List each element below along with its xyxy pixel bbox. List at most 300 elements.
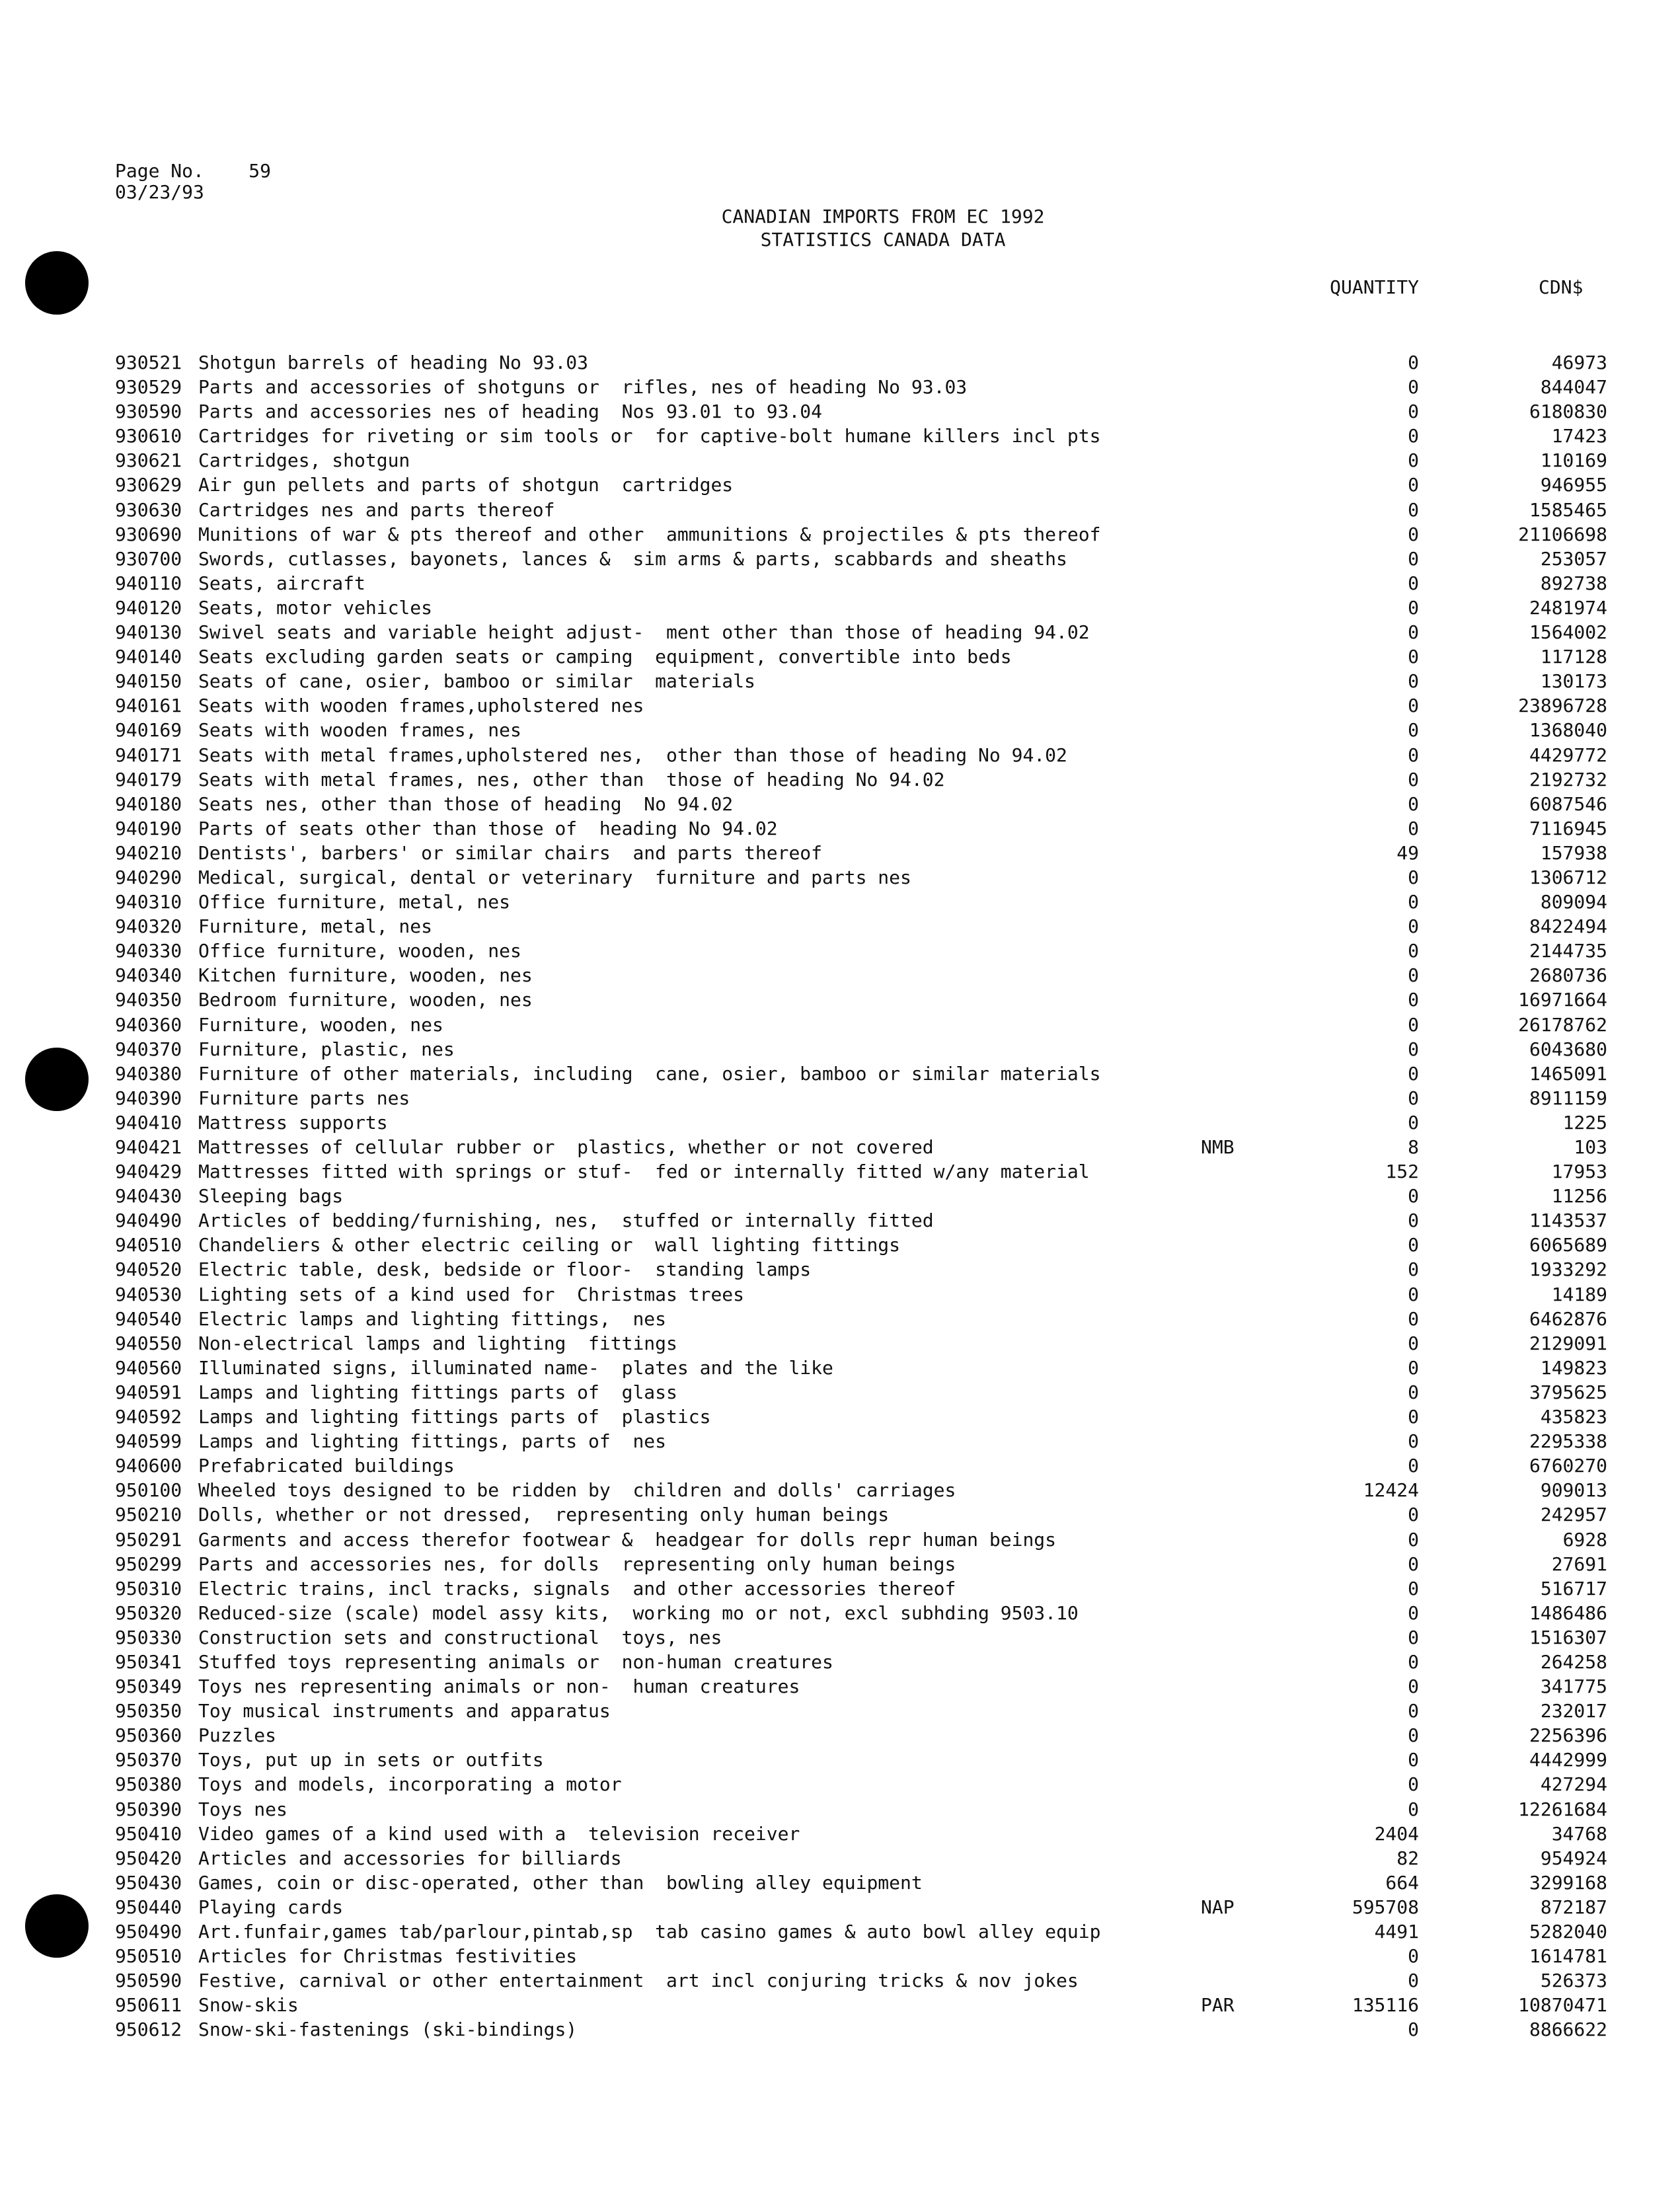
row-code: 940510 <box>115 1234 182 1256</box>
row-quantity: 595708 <box>1352 1896 1419 1918</box>
table-row <box>0 1159 1680 1184</box>
row-description: Wheeled toys designed to be ridden by children and dolls' carriages <box>198 1479 956 1502</box>
row-code: 940550 <box>115 1332 182 1354</box>
row-description: Swords, cutlasses, bayonets, lances & sim arms & parts, scabbards and sheaths <box>198 547 1067 570</box>
row-description: Furniture, wooden, nes <box>198 1013 443 1036</box>
row-description: Furniture of other materials, including cane, osier, bamboo or similar materials <box>198 1062 1101 1085</box>
table-row <box>0 596 1680 620</box>
row-code: 930621 <box>115 449 182 472</box>
row-code: 950430 <box>115 1871 182 1894</box>
row-quantity: 0 <box>1408 1430 1419 1453</box>
table-row <box>0 1723 1680 1748</box>
row-description: Prefabricated buildings <box>198 1455 455 1477</box>
row-description: Furniture, plastic, nes <box>198 1038 455 1060</box>
row-value: 157938 <box>1540 841 1607 864</box>
row-quantity: 0 <box>1408 596 1419 619</box>
table-row <box>0 865 1680 890</box>
row-code: 950310 <box>115 1577 182 1599</box>
row-value: 1585465 <box>1529 498 1607 521</box>
row-value: 130173 <box>1540 670 1607 693</box>
table-row <box>0 1772 1680 1796</box>
row-description: Snow-skis <box>198 1994 299 2017</box>
row-quantity: 12424 <box>1363 1479 1419 1502</box>
row-code: 940120 <box>115 596 182 619</box>
row-description: Parts and accessories nes of heading Nos 93.01 to 93.04 <box>198 401 823 423</box>
column-header-cdn: CDN$ <box>1539 276 1584 298</box>
row-quantity: 0 <box>1408 891 1419 913</box>
table-row <box>0 718 1680 742</box>
row-code: 950590 <box>115 1970 182 1992</box>
row-description: Art.funfair,games tab/parlour,pintab,sp tab casino games & auto bowl alley equip <box>198 1921 1101 1943</box>
row-quantity: 0 <box>1408 964 1419 987</box>
table-row <box>0 1625 1680 1650</box>
row-description: Articles of bedding/furnishing, nes, stuffed or internally fitted <box>198 1210 934 1232</box>
table-row <box>0 963 1680 987</box>
row-description: Office furniture, metal, nes <box>198 891 511 913</box>
table-row <box>0 890 1680 914</box>
report-subtitle: STATISTICS CANADA DATA <box>760 229 1006 250</box>
table-row <box>0 1797 1680 1822</box>
row-code: 940540 <box>115 1307 182 1330</box>
row-code: 940179 <box>115 768 182 790</box>
table-row <box>0 1061 1680 1086</box>
row-quantity: 0 <box>1408 817 1419 839</box>
row-code: 950210 <box>115 1504 182 1526</box>
row-description: Stuffed toys representing animals or non-human creatures <box>198 1650 833 1673</box>
row-code: 950390 <box>115 1798 182 1820</box>
row-quantity: 152 <box>1385 1161 1419 1183</box>
row-value: 17423 <box>1551 425 1607 447</box>
row-code: 930610 <box>115 425 182 447</box>
row-code: 950510 <box>115 1945 182 1968</box>
row-value: 844047 <box>1540 376 1607 399</box>
table-row <box>0 1748 1680 1772</box>
row-value: 2481974 <box>1529 596 1607 619</box>
table-row <box>0 1944 1680 1968</box>
row-value: 526373 <box>1540 1970 1607 1992</box>
row-description: Seats, motor vehicles <box>198 596 433 619</box>
table-row <box>0 1110 1680 1135</box>
row-value: 3795625 <box>1529 1381 1607 1403</box>
import-table <box>0 350 1680 2042</box>
row-description: Mattresses fitted with springs or stuf- fed or internally fitted w/any material <box>198 1161 1090 1183</box>
table-row <box>0 399 1680 424</box>
table-row <box>0 1356 1680 1380</box>
row-value: 1368040 <box>1529 719 1607 742</box>
table-row <box>0 1895 1680 1919</box>
row-code: 930590 <box>115 401 182 423</box>
row-quantity: 0 <box>1408 670 1419 693</box>
row-value: 34768 <box>1551 1822 1607 1845</box>
row-description: Furniture, metal, nes <box>198 915 433 938</box>
row-quantity: 0 <box>1408 1185 1419 1208</box>
table-row <box>0 914 1680 939</box>
table-row <box>0 1405 1680 1429</box>
row-value: 6462876 <box>1529 1307 1607 1330</box>
row-quantity: 0 <box>1408 1749 1419 1771</box>
row-quantity: 4491 <box>1374 1921 1419 1943</box>
row-value: 909013 <box>1540 1479 1607 1502</box>
row-value: 12261684 <box>1518 1798 1607 1820</box>
row-code: 930629 <box>115 474 182 496</box>
row-quantity: 0 <box>1408 1626 1419 1648</box>
row-value: 892738 <box>1540 572 1607 594</box>
row-code: 950100 <box>115 1479 182 1502</box>
row-quantity: 0 <box>1408 352 1419 373</box>
row-description: Dentists', barbers' or similar chairs and parts thereof <box>198 841 823 864</box>
table-row <box>0 1674 1680 1699</box>
row-quantity: 0 <box>1408 1528 1419 1551</box>
row-value: 872187 <box>1540 1896 1607 1918</box>
page-number: Page No. 59 <box>115 160 272 182</box>
table-row <box>0 1870 1680 1895</box>
row-value: 26178762 <box>1518 1013 1607 1036</box>
row-quantity: 0 <box>1408 1283 1419 1305</box>
row-code: 940360 <box>115 1013 182 1036</box>
table-row <box>0 1502 1680 1527</box>
row-code: 940530 <box>115 1283 182 1305</box>
row-code: 940592 <box>115 1406 182 1428</box>
row-quantity: 0 <box>1408 744 1419 766</box>
row-value: 8422494 <box>1529 915 1607 938</box>
table-row <box>0 1919 1680 1944</box>
row-quantity: 49 <box>1396 841 1419 864</box>
table-row <box>0 1453 1680 1478</box>
table-row <box>0 841 1680 865</box>
row-quantity: 0 <box>1408 1945 1419 1968</box>
row-description: Mattress supports <box>198 1111 388 1134</box>
table-row <box>0 1257 1680 1282</box>
row-value: 3299168 <box>1529 1871 1607 1894</box>
row-description: Illuminated signs, illuminated name- plates and the like <box>198 1356 833 1379</box>
table-row <box>0 1331 1680 1356</box>
row-quantity: 0 <box>1408 1038 1419 1060</box>
row-code: 940350 <box>115 989 182 1011</box>
row-value: 8866622 <box>1529 2019 1607 2041</box>
row-code: 940370 <box>115 1038 182 1060</box>
row-value: 1486486 <box>1529 1601 1607 1624</box>
table-row <box>0 1478 1680 1502</box>
row-code: 940330 <box>115 940 182 962</box>
row-description: Articles for Christmas festivities <box>198 1945 578 1968</box>
row-description: Sleeping bags <box>198 1185 344 1208</box>
row-code: 940110 <box>115 572 182 594</box>
row-code: 940140 <box>115 646 182 668</box>
table-row <box>0 693 1680 718</box>
row-value: 1465091 <box>1529 1062 1607 1085</box>
report-title: CANADIAN IMPORTS FROM EC 1992 <box>721 206 1045 227</box>
row-quantity: 0 <box>1408 866 1419 888</box>
row-code: 950349 <box>115 1675 182 1698</box>
row-quantity: 0 <box>1408 989 1419 1011</box>
row-value: 1225 <box>1562 1111 1607 1134</box>
row-value: 1306712 <box>1529 866 1607 888</box>
row-description: Toy musical instruments and apparatus <box>198 1700 611 1722</box>
table-row <box>0 1037 1680 1061</box>
table-row <box>0 1013 1680 1037</box>
row-value: 2680736 <box>1529 964 1607 987</box>
row-quantity: 0 <box>1408 2019 1419 2041</box>
row-quantity: 0 <box>1408 1307 1419 1330</box>
row-code: 940490 <box>115 1210 182 1232</box>
row-value: 1564002 <box>1529 621 1607 644</box>
row-code: 940421 <box>115 1136 182 1158</box>
row-quantity: 0 <box>1408 915 1419 938</box>
row-value: 23896728 <box>1518 695 1607 717</box>
row-code: 950291 <box>115 1528 182 1551</box>
row-quantity: 0 <box>1408 498 1419 521</box>
row-quantity: 0 <box>1408 1773 1419 1796</box>
row-description: Seats with metal frames,upholstered nes, other than those of heading No 94.02 <box>198 744 1067 766</box>
table-row <box>0 1429 1680 1453</box>
row-quantity: 0 <box>1408 1111 1419 1134</box>
row-quantity: 0 <box>1408 547 1419 570</box>
row-quantity: 0 <box>1408 1675 1419 1698</box>
table-row <box>0 792 1680 816</box>
row-description: Dolls, whether or not dressed, representing only human beings <box>198 1504 890 1526</box>
table-row <box>0 767 1680 792</box>
row-description: Shotgun barrels of heading No 93.03 <box>198 352 589 373</box>
table-row <box>0 571 1680 596</box>
table-row <box>0 1208 1680 1233</box>
table-row <box>0 448 1680 473</box>
row-value: 11256 <box>1551 1185 1607 1208</box>
row-code: 950350 <box>115 1700 182 1722</box>
row-description: Seats with metal frames, nes, other than those of heading No 94.02 <box>198 768 945 790</box>
row-description: Air gun pellets and parts of shotgun cartridges <box>198 474 734 496</box>
row-code: 940320 <box>115 915 182 938</box>
row-value: 14189 <box>1551 1283 1607 1305</box>
row-quantity: 0 <box>1408 1234 1419 1256</box>
row-value: 2129091 <box>1529 1332 1607 1354</box>
row-description: Parts and accessories of shotguns or rifles, nes of heading No 93.03 <box>198 376 968 399</box>
row-code: 950370 <box>115 1749 182 1771</box>
row-value: 1143537 <box>1529 1210 1607 1232</box>
row-value: 6928 <box>1562 1528 1607 1551</box>
row-value: 7116945 <box>1529 817 1607 839</box>
row-value: 5282040 <box>1529 1921 1607 1943</box>
table-row <box>0 1968 1680 1993</box>
row-value: 1516307 <box>1529 1626 1607 1648</box>
row-value: 253057 <box>1540 547 1607 570</box>
row-quantity: 82 <box>1396 1847 1419 1869</box>
row-value: 809094 <box>1540 891 1607 913</box>
row-description: Lighting sets of a kind used for Christmas trees <box>198 1283 745 1305</box>
table-row <box>0 1527 1680 1552</box>
row-quantity: 0 <box>1408 1356 1419 1379</box>
row-quantity: 2404 <box>1374 1822 1419 1845</box>
row-description: Articles and accessories for billiards <box>198 1847 622 1869</box>
row-code: 940591 <box>115 1381 182 1403</box>
report-date: 03/23/93 <box>115 181 204 203</box>
row-description: Toys nes representing animals or non- human creatures <box>198 1675 800 1698</box>
table-row <box>0 743 1680 767</box>
row-description: Games, coin or disc-operated, other than bowling alley equipment <box>198 1871 923 1894</box>
row-quantity: 0 <box>1408 1553 1419 1575</box>
row-quantity: 0 <box>1408 1258 1419 1281</box>
row-quantity: 0 <box>1408 376 1419 399</box>
row-value: 341775 <box>1540 1675 1607 1698</box>
row-quantity: 0 <box>1408 572 1419 594</box>
table-row <box>0 522 1680 547</box>
row-value: 8911159 <box>1529 1087 1607 1109</box>
row-quantity: 0 <box>1408 1504 1419 1526</box>
table-row <box>0 473 1680 497</box>
row-code: 940171 <box>115 744 182 766</box>
row-value: 516717 <box>1540 1577 1607 1599</box>
row-code: 940560 <box>115 1356 182 1379</box>
row-description: Furniture parts nes <box>198 1087 410 1109</box>
table-row <box>0 620 1680 644</box>
row-unit: PAR <box>1201 1994 1235 2017</box>
row-description: Chandeliers & other electric ceiling or wall lighting fittings <box>198 1234 901 1256</box>
row-value: 232017 <box>1540 1700 1607 1722</box>
row-quantity: 0 <box>1408 425 1419 447</box>
row-quantity: 0 <box>1408 1798 1419 1820</box>
row-code: 940169 <box>115 719 182 742</box>
table-row <box>0 350 1680 375</box>
row-unit: NMB <box>1201 1136 1235 1158</box>
row-code: 940599 <box>115 1430 182 1453</box>
row-quantity: 0 <box>1408 1062 1419 1085</box>
row-code: 930630 <box>115 498 182 521</box>
row-description: Lamps and lighting fittings parts of glass <box>198 1381 677 1403</box>
row-value: 16971664 <box>1518 989 1607 1011</box>
row-value: 6760270 <box>1529 1455 1607 1477</box>
row-code: 950612 <box>115 2019 182 2041</box>
row-description: Munitions of war & pts thereof and other ammunitions & projectiles & pts thereof <box>198 523 1101 545</box>
table-row <box>0 669 1680 693</box>
row-code: 950341 <box>115 1650 182 1673</box>
row-code: 940600 <box>115 1455 182 1477</box>
row-code: 950320 <box>115 1601 182 1624</box>
table-row <box>0 644 1680 669</box>
row-description: Electric table, desk, bedside or floor- standing lamps <box>198 1258 812 1281</box>
row-description: Office furniture, wooden, nes <box>198 940 521 962</box>
row-description: Lamps and lighting fittings, parts of nes <box>198 1430 667 1453</box>
table-row <box>0 1601 1680 1625</box>
row-value: 10870471 <box>1518 1994 1607 2017</box>
row-code: 930529 <box>115 376 182 399</box>
row-description: Puzzles <box>198 1724 277 1747</box>
row-value: 46973 <box>1551 352 1607 373</box>
row-code: 950440 <box>115 1896 182 1918</box>
row-description: Lamps and lighting fittings parts of plastics <box>198 1406 711 1428</box>
row-value: 242957 <box>1540 1504 1607 1526</box>
row-quantity: 0 <box>1408 1650 1419 1673</box>
row-description: Toys, put up in sets or outfits <box>198 1749 544 1771</box>
row-value: 117128 <box>1540 646 1607 668</box>
table-row <box>0 1846 1680 1870</box>
row-description: Garments and access therefor footwear & headgear for dolls repr human beings <box>198 1528 1057 1551</box>
row-description: Electric lamps and lighting fittings, nes <box>198 1307 667 1330</box>
row-code: 940380 <box>115 1062 182 1085</box>
table-row <box>0 1822 1680 1846</box>
row-description: Non-electrical lamps and lighting fittings <box>198 1332 677 1354</box>
row-description: Video games of a kind used with a television receiver <box>198 1822 800 1845</box>
row-description: Reduced-size (scale) model assy kits, working mo or not, excl subhding 9503.10 <box>198 1601 1079 1624</box>
row-code: 950380 <box>115 1773 182 1796</box>
row-code: 940130 <box>115 621 182 644</box>
row-quantity: 0 <box>1408 621 1419 644</box>
row-value: 427294 <box>1540 1773 1607 1796</box>
row-code: 950360 <box>115 1724 182 1747</box>
row-quantity: 664 <box>1385 1871 1419 1894</box>
row-quantity: 0 <box>1408 1601 1419 1624</box>
row-value: 435823 <box>1540 1406 1607 1428</box>
table-row <box>0 1282 1680 1307</box>
row-description: Playing cards <box>198 1896 344 1918</box>
row-description: Electric trains, incl tracks, signals and other accessories thereof <box>198 1577 956 1599</box>
row-description: Cartridges, shotgun <box>198 449 410 472</box>
row-value: 103 <box>1574 1136 1607 1158</box>
row-code: 940150 <box>115 670 182 693</box>
punch-hole <box>25 251 89 315</box>
row-quantity: 0 <box>1408 768 1419 790</box>
row-code: 940180 <box>115 792 182 815</box>
table-row <box>0 1233 1680 1257</box>
table-row <box>0 1650 1680 1674</box>
row-code: 930690 <box>115 523 182 545</box>
table-row <box>0 1307 1680 1331</box>
row-quantity: 0 <box>1408 792 1419 815</box>
row-code: 940310 <box>115 891 182 913</box>
row-description: Snow-ski-fastenings (ski-bindings) <box>198 2019 578 2041</box>
row-quantity: 0 <box>1408 401 1419 423</box>
row-code: 950410 <box>115 1822 182 1845</box>
row-quantity: 0 <box>1408 1210 1419 1232</box>
row-value: 6180830 <box>1529 401 1607 423</box>
row-description: Cartridges nes and parts thereof <box>198 498 555 521</box>
row-quantity: 8 <box>1408 1136 1419 1158</box>
row-description: Kitchen furniture, wooden, nes <box>198 964 533 987</box>
row-code: 950420 <box>115 1847 182 1869</box>
row-value: 2192732 <box>1529 768 1607 790</box>
row-description: Toys nes <box>198 1798 287 1820</box>
row-code: 940210 <box>115 841 182 864</box>
row-description: Bedroom furniture, wooden, nes <box>198 989 533 1011</box>
row-quantity: 0 <box>1408 1381 1419 1403</box>
table-row <box>0 498 1680 522</box>
row-code: 940410 <box>115 1111 182 1134</box>
column-header-quantity: QUANTITY <box>1330 276 1419 298</box>
row-description: Construction sets and constructional toys, nes <box>198 1626 722 1648</box>
table-row <box>0 1380 1680 1405</box>
row-code: 930521 <box>115 352 182 373</box>
table-row <box>0 375 1680 399</box>
row-code: 940190 <box>115 817 182 839</box>
row-code: 940290 <box>115 866 182 888</box>
row-value: 6065689 <box>1529 1234 1607 1256</box>
row-quantity: 0 <box>1408 1970 1419 1992</box>
row-value: 2144735 <box>1529 940 1607 962</box>
row-value: 1933292 <box>1529 1258 1607 1281</box>
row-description: Seats, aircraft <box>198 572 365 594</box>
row-value: 4442999 <box>1529 1749 1607 1771</box>
row-description: Seats of cane, osier, bamboo or similar materials <box>198 670 755 693</box>
row-description: Swivel seats and variable height adjust- ment other than those of heading 94.02 <box>198 621 1090 644</box>
row-value: 110169 <box>1540 449 1607 472</box>
row-description: Seats excluding garden seats or camping equipment, convertible into beds <box>198 646 1012 668</box>
row-quantity: 0 <box>1408 1406 1419 1428</box>
row-description: Festive, carnival or other entertainment art incl conjuring tricks & nov jokes <box>198 1970 1079 1992</box>
row-quantity: 0 <box>1408 1087 1419 1109</box>
row-unit: NAP <box>1201 1896 1235 1918</box>
row-code: 940430 <box>115 1185 182 1208</box>
row-code: 940390 <box>115 1087 182 1109</box>
row-code: 940429 <box>115 1161 182 1183</box>
table-row <box>0 1576 1680 1601</box>
